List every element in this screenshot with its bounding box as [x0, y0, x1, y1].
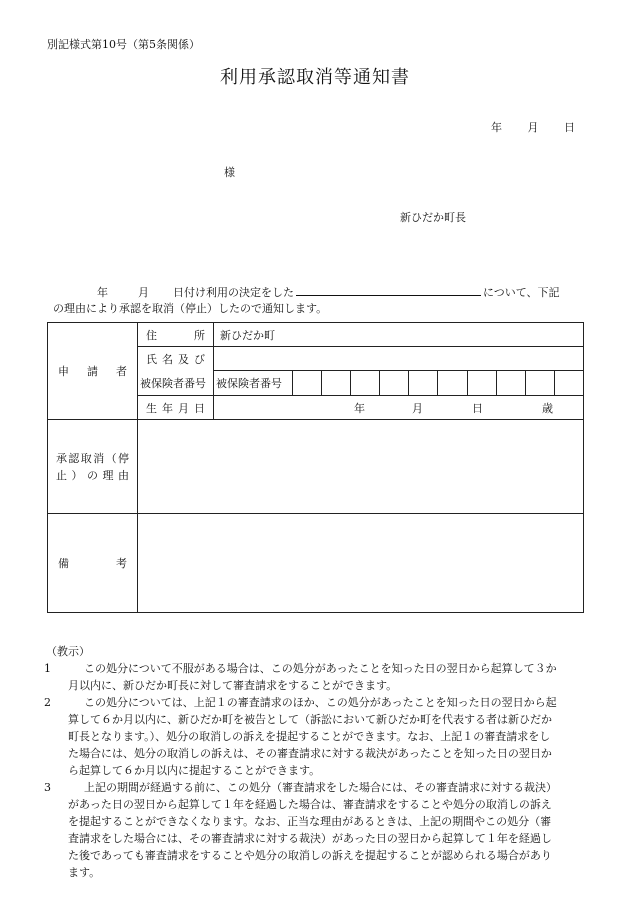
address-value: 新ひだか町	[214, 323, 584, 347]
name-value[interactable]	[214, 347, 584, 371]
insured-number-label: 被保険者番号	[138, 371, 214, 396]
birth-label: 生 年 月 日	[138, 396, 214, 420]
digit-box	[409, 371, 438, 395]
name-label: 氏 名 及 び	[138, 347, 214, 371]
body-text-line-1	[47, 284, 560, 300]
instructions-section	[44, 643, 590, 881]
body-text-line-2: の理由により承認を取消（停止）したので通知します。	[53, 302, 328, 315]
birth-value[interactable]: 年 月 日 歳	[214, 396, 584, 420]
instruction-item: 2 この処分については、上記１の審査請求のほか、この処分があったことを知った日の翌日から起 算して６か月以内に、新ひだか町を被告として（訴訟において新ひだか町を代表する者は新ひだか 町長となります。）、処分の取消しの訴えを提起することができます。なお、上記１の審査請求をし た場合には、処分の取消しの訴えは、その審査請求に対する裁決があったことを知った日の翌日か ら起算して６か月以内に提起することができます。	[44, 696, 557, 777]
body-mid-text: 日付け利用の決定をした	[173, 286, 294, 299]
form-number: 別記様式第10号（第5条関係）	[47, 38, 200, 51]
digit-box	[322, 371, 351, 395]
date-month: 月	[527, 121, 539, 134]
digit-box	[351, 371, 380, 395]
insured-number-field[interactable]	[214, 371, 584, 396]
digit-box	[555, 371, 583, 395]
digit-box	[526, 371, 555, 395]
digit-box	[468, 371, 497, 395]
body-tail-text: について、下記	[483, 286, 560, 299]
reason-value[interactable]	[138, 420, 584, 514]
date-day: 日	[564, 121, 575, 134]
instruction-item: 3 上記の期間が経過する前に、この処分（審査請求をした場合には、その審査請求に対する裁決） があった日の翌日から起算して１年を経過した場合は、審査請求をすることや処分の取消しの訴え を提起することができなくなります。なお、正当な理由があるときは、上記の期間やこの処分（審 査請求をした場合には、その審査請求に対する裁決）があった日の翌日から起算して１年を経過し た後であっても審査請求をすることや処分の取消しの訴えを提起することが認められる場合があり ます。	[44, 781, 557, 879]
body-year: 年	[97, 286, 108, 299]
digit-box	[438, 371, 467, 395]
reason-label-cell: 承認取消（停 止）の理由	[48, 420, 138, 514]
address-label: 住 所	[138, 323, 214, 347]
digit-box	[497, 371, 526, 395]
body-month: 月	[138, 286, 149, 299]
remarks-value[interactable]	[138, 514, 584, 613]
remarks-label-cell: 備 考	[48, 514, 138, 613]
instructions-heading: （教示）	[46, 645, 90, 658]
application-table	[47, 322, 584, 613]
instruction-item: 1 この処分について不服がある場合は、この処分があったことを知った日の翌日から起算して３か 月以内に、新ひだか町長に対して審査請求をすることができます。	[44, 662, 557, 692]
digit-box	[293, 371, 322, 395]
issuer-name: 新ひだか町長	[400, 211, 466, 224]
applicant-label-cell: 申 請 者	[48, 323, 138, 420]
insured-number-inner-label: 被保険者番号	[214, 371, 293, 395]
issue-date	[491, 119, 575, 135]
addressee-suffix: 様	[224, 166, 235, 179]
document-title: 利用承認取消等通知書	[220, 67, 410, 88]
subject-blank-line	[296, 284, 481, 296]
date-year: 年	[491, 121, 502, 134]
digit-box	[380, 371, 409, 395]
